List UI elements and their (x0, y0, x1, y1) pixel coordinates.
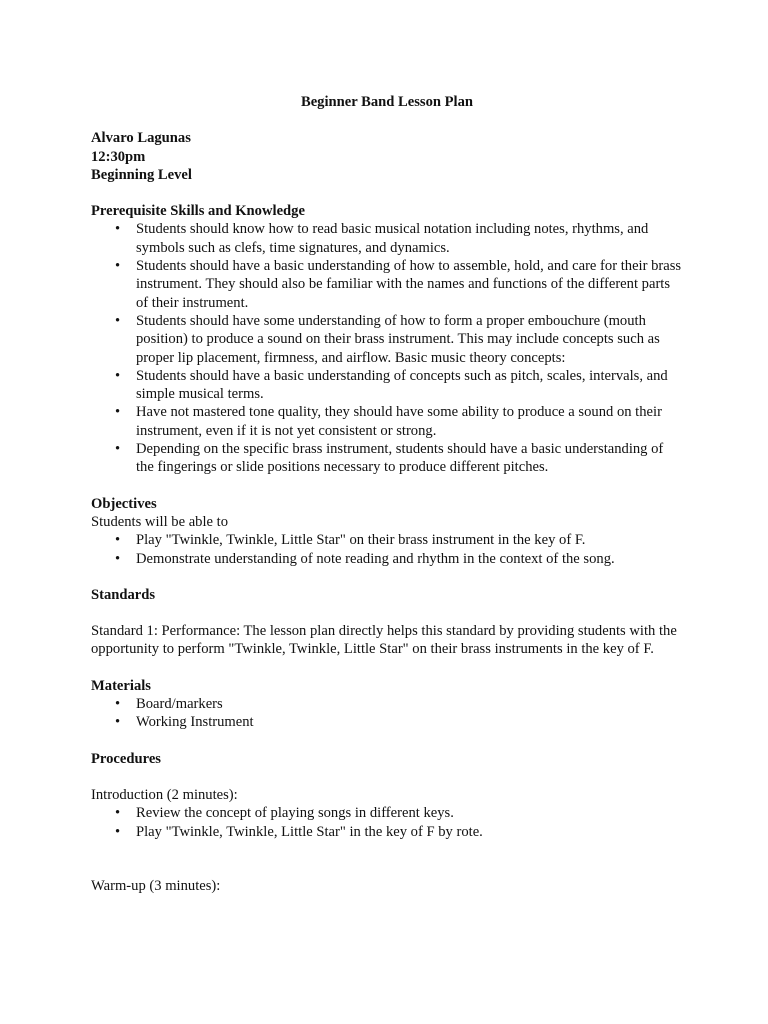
prerequisites-heading: Prerequisite Skills and Knowledge (91, 203, 305, 220)
list-item: • Board/markers (115, 696, 223, 713)
bullet-icon: • (115, 221, 121, 238)
bullet-icon: • (115, 550, 121, 567)
lesson-time: 12:30pm (91, 148, 146, 165)
bullet-icon: • (115, 258, 121, 275)
page-title: Beginner Band Lesson Plan (300, 94, 474, 110)
list-item: • Demonstrate understanding of note reading and rhythm in the context of the song. (115, 550, 615, 567)
introduction-label: Introduction (2 minutes): (91, 786, 238, 803)
list-item: • Working Instrument (115, 714, 254, 731)
bullet-icon: • (115, 696, 121, 713)
standards-text: Standard 1: Performance: The lesson plan directly helps this standard by providing students with the opportunity to perform "Twinkle, Twinkle, Little Star" on their brass instruments in the key of F. (91, 623, 677, 658)
bullet-icon: • (115, 805, 121, 822)
objectives-list (91, 531, 683, 568)
document-page (91, 93, 683, 895)
warmup-label: Warm-up (3 minutes): (91, 877, 221, 894)
list-item: • Students should have a basic understanding of concepts such as pitch, scales, intervals, and simple musical terms. (115, 367, 668, 403)
list-item: • Play "Twinkle, Twinkle, Little Star" in the key of F by rote. (115, 823, 483, 840)
bullet-icon: • (115, 404, 121, 421)
bullet-icon: • (115, 367, 121, 384)
list-item: • Play "Twinkle, Twinkle, Little Star" on their brass instrument in the key of F. (115, 532, 586, 549)
spacer (91, 841, 683, 877)
list-item: • Review the concept of playing songs in different keys. (115, 805, 454, 822)
bullet-icon: • (115, 441, 121, 458)
objectives-heading: Objectives (91, 495, 157, 512)
bullet-icon: • (115, 714, 121, 731)
list-item: • Students should have a basic understanding of how to assemble, hold, and care for their brass instrument. They should also be familiar with the names and functions of the different parts of their instrument. (115, 258, 682, 311)
procedures-heading: Procedures (91, 750, 161, 767)
bullet-icon: • (115, 312, 121, 329)
objectives-intro: Students will be able to (91, 513, 229, 530)
bullet-icon: • (115, 823, 121, 840)
author-name: Alvaro Lagunas (91, 130, 191, 147)
list-item: • Depending on the specific brass instrument, students should have a basic understanding of the fingerings or slide positions necessary to produce different pitches. (115, 441, 664, 476)
prerequisites-list (91, 220, 683, 476)
materials-list (91, 695, 683, 732)
introduction-list (91, 804, 683, 841)
standards-heading: Standards (91, 586, 156, 603)
header-info (91, 129, 683, 184)
list-item: • Have not mastered tone quality, they should have some ability to produce a sound on their instrument, even if it is not yet consistent or strong. (115, 404, 662, 439)
materials-heading: Materials (91, 677, 151, 694)
list-item: • Students should know how to read basic musical notation including notes, rhythms, and symbols such as clefs, time signatures, and dynamics. (115, 221, 649, 256)
bullet-icon: • (115, 532, 121, 549)
lesson-level: Beginning Level (91, 166, 192, 183)
list-item: • Students should have some understanding of how to form a proper embouchure (mouth position) to produce a sound on their brass instrument. This may include concepts such as proper lip placement, firmness, and airflow. Basic music theory concepts: (115, 312, 660, 366)
